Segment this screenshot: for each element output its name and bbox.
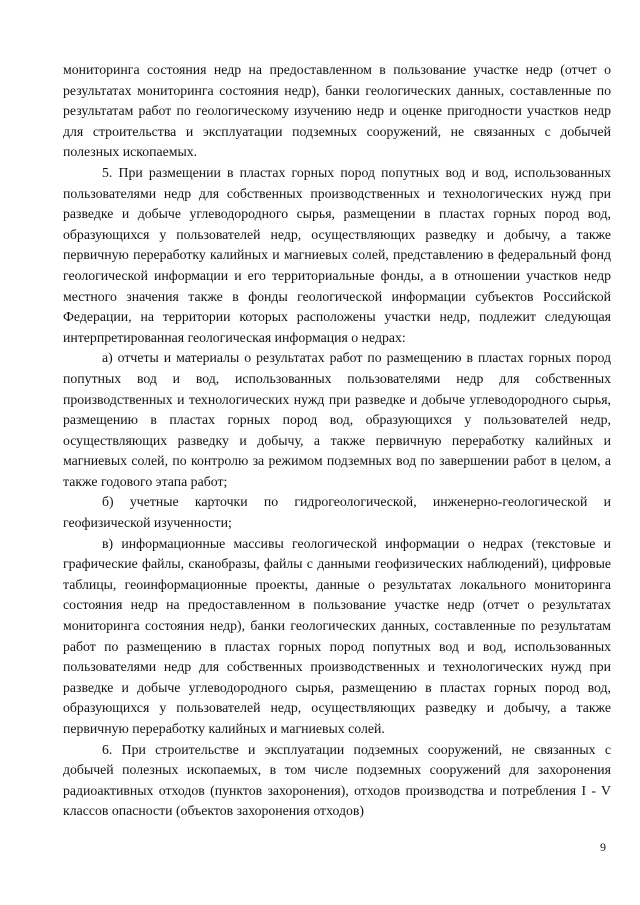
paragraph-item-5v: в) информационные массивы геологической информации о недрах (текстовые и графические файлы, сканобразы, файлы с данными геофизических наблюдений), цифровые таблицы, геоинформационные проекты, данные о результатах локального мониторинга состояния недр на предоставленном в пользование участке недр (отчет о результатах мониторинга состояния недр), банки геологических данных, составленные по результатам работ по размещению в пластах горных пород попутных вод и вод, использованных пользователями недр для собственных производственных и технологических нужд при разведке и добыче углеводородного сырья, размещению в пластах горных пород вод, образующихся у пользователей недр, осуществляющих разведку и добычу, а также первичную переработку калийных и магниевых солей. bbox=[63, 535, 611, 736]
paragraph-item-5b: б) учетные карточки по гидрогеологической, инженерно-геологической и геофизической изученности; bbox=[63, 494, 611, 531]
paragraph-item-6: 6. При строительстве и эксплуатации подземных сооружений, не связанных с добычей полезных ископаемых, в том числе подземных сооружений для захоронения радиоактивных отходов (пунктов захоронения), отходов производства и потребления I - V классов опасности (объектов захоронения отходов) bbox=[63, 741, 611, 819]
paragraph-item-5: 5. При размещении в пластах горных пород попутных вод и вод, использованных пользователями недр для собственных производственных и технологических нужд при разведке и добыче углеводородного сырья, размещении в пластах горных пород вод, образующихся у пользователей недр, осуществляющих разведку и добычу, а также первичную переработку калийных и магниевых солей, представлению в федеральный фонд геологической информации и его территориальные фонды, а в отношении участков недр местного значения также в фонды геологической информации субъектов Российской Федерации, на территории которых расположены участки недр, подлежит следующая интерпретированная геологическая информация о недрах: bbox=[63, 164, 611, 345]
page-number: 9 bbox=[600, 840, 606, 854]
document-body bbox=[63, 60, 611, 822]
paragraph-item-5a: а) отчеты и материалы о результатах работ по размещению в пластах горных пород попутных вод и вод, использованных пользователями недр для собственных производственных и технологических нужд при разведке и добыче углеводородного сырья, размещению в пластах горных пород вод, образующихся у пользователей недр, осуществляющих разведку и добычу, а также первичную переработку калийных и магниевых солей, по контролю за режимом подземных вод по завершении работ в целом, а также годового этапа работ; bbox=[63, 350, 611, 489]
paragraph-continuation: мониторинга состояния недр на предоставленном в пользование участке недр (отчет о результатах мониторинга состояния недр), банки геологических данных, составленные по результатам работ по геологическому изучению недр и оценке пригодности участков недр для строительства и эксплуатации подземных сооружений, не связанных с добычей полезных ископаемых. bbox=[63, 62, 611, 160]
